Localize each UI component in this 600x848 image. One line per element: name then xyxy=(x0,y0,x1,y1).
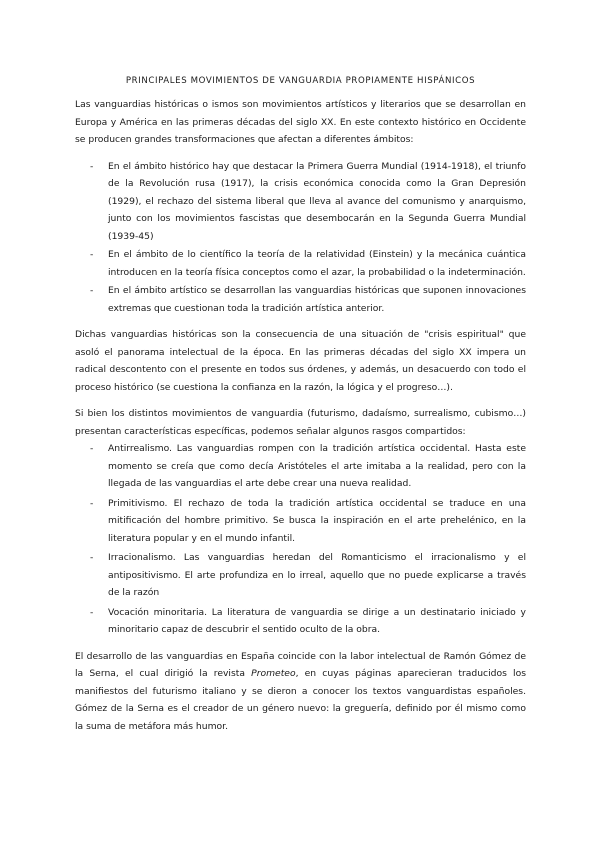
crisis-paragraph: Dichas vanguardias históricas son la consecuencia de una situación de "crisis espiritual" que asoló el panorama intelectual de la época. En las primeras décadas del siglo XX impera un radical descontento con el presente en todos sus órdenes, y además, un desacuerdo con todo el proceso histórico (se cuestiona la confianza en la razón, la lógica y el progreso…). xyxy=(75,329,526,393)
document-title: PRINCIPALES MOVIMIENTOS DE VANGUARDIA PROPIAMENTE HISPÁNICOS xyxy=(125,76,476,86)
document-page xyxy=(75,74,526,744)
features-intro-paragraph: Si bien los distintos movimientos de vanguardia (futurismo, dadaísmo, surrealismo, cubismo…) presentan características específicas, podemos señalar algunos rasgos compartidos: xyxy=(75,408,526,437)
feature-item-primitivismo: - Primitivismo. El rechazo de toda la tradición artística occidental se traduce en una mitificación del hombre primitivo. Se busca la inspiración en el arte prehelénico, en la literatura popular y en el mundo infantil. xyxy=(75,495,526,548)
magazine-title: Prometeo xyxy=(251,668,296,679)
feature-item-antirrealismo: - Antirrealismo. Las vanguardias rompen con la tradición artística occidental. Hasta este momento se creía que como decía Aristóteles el arte imitaba a la realidad, pero con la llegada de las vanguardias el arte debe crear una nueva realidad. xyxy=(75,440,526,493)
context-item-artistic: - En el ámbito artístico se desarrollan las vanguardias históricas que suponen innovaciones extremas que cuestionan toda la tradición artística anterior. xyxy=(75,282,526,317)
features-list xyxy=(75,440,526,639)
context-item-historical: - En el ámbito histórico hay que destacar la Primera Guerra Mundial (1914-1918), el triunfo de la Revolución rusa (1917), la crisis económica conocida como la Gran Depresión (1929), el rechazo del sistema liberal que lleva al avance del comunismo y anarquismo, junto con los movimientos fascistas que desembocarán en la Segunda Guerra Mundial (1939-45) xyxy=(75,158,526,246)
context-item-scientific: - En el ámbito de lo científico la teoría de la relatividad (Einstein) y la mecánica cuántica introducen en la teoría física conceptos como el azar, la probabilidad o la indeterminación. xyxy=(75,246,526,281)
spain-paragraph-start: El desarrollo de las vanguardias en España coincide con la labor intelectual de Ramón Gómez de la Serna, el cual dirigió la revista xyxy=(75,650,526,679)
feature-item-vocacion-minoritaria: - Vocación minoritaria. La literatura de vanguardia se dirige a un destinatario iniciado y minoritario capaz de descubrir el sentido oculto de la obra. xyxy=(75,604,526,639)
intro-paragraph: Las vanguardias históricas o ismos son movimientos artísticos y literarios que se desarrollan en Europa y América en las primeras décadas del siglo XX. En este contexto histórico en Occidente se producen grandes transformaciones que afectan a diferentes ámbitos: xyxy=(75,99,526,145)
context-list xyxy=(75,158,526,318)
spain-paragraph xyxy=(75,648,526,736)
spain-paragraph-end: , en cuyas páginas aparecieran traducidos los manifiestos del futurismo italiano y se dieron a conocer los textos vanguardistas españoles. Gómez de la Serna es el creador de un género nuevo: la greguería, definido por él mismo como la suma de metáfora más humor. xyxy=(75,668,526,732)
feature-item-irracionalismo: - Irracionalismo. Las vanguardias heredan del Romanticismo el irracionalismo y el antipositivismo. El arte profundiza en lo irreal, aquello que no puede explicarse a través de la razón xyxy=(75,549,526,602)
